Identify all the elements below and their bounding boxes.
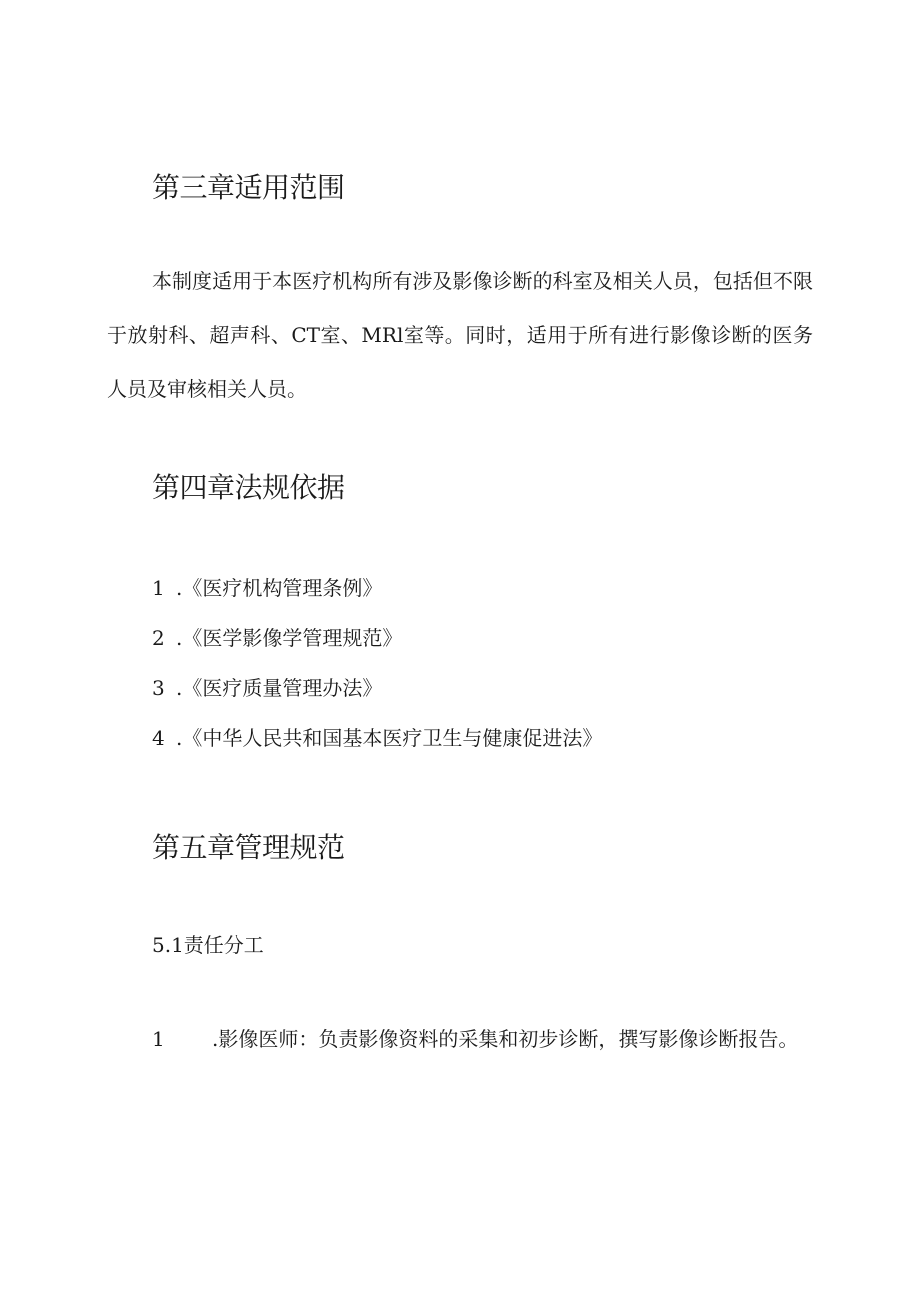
section-5-1-title: 5.1责任分工	[152, 933, 264, 957]
regulation-text: .《医疗机构管理条例》	[176, 576, 383, 600]
regulation-item	[152, 722, 602, 751]
chapter-3-title: 第三章适用范围	[152, 171, 345, 204]
regulation-item	[152, 622, 402, 651]
regulation-number: 3	[152, 676, 165, 700]
regulation-text: .《医学影像学管理规范》	[176, 626, 403, 650]
regulation-number: 2	[152, 626, 165, 650]
regulation-text: .《医疗质量管理办法》	[176, 676, 383, 700]
regulation-item	[152, 672, 382, 701]
duty-item	[107, 1012, 813, 1066]
regulation-number: 4	[152, 726, 165, 750]
chapter-5-title: 第五章管理规范	[152, 831, 345, 864]
chapter-3-body: 本制度适用于本医疗机构所有涉及影像诊断的科室及相关人员，包括但不限于放射科、超声科、CT室、MRl室等。同时，适用于所有进行影像诊断的医务人员及审核相关人员。	[107, 269, 813, 401]
duty-text: .影像医师：负责影像资料的采集和初步诊断，撰写影像诊断报告。	[212, 1027, 799, 1051]
chapter-4-title: 第四章法规依据	[152, 471, 345, 504]
duty-number: 1	[152, 1027, 165, 1051]
regulation-number: 1	[152, 576, 165, 600]
regulation-text: .《中华人民共和国基本医疗卫生与健康促进法》	[176, 726, 603, 750]
regulation-item	[152, 572, 382, 601]
